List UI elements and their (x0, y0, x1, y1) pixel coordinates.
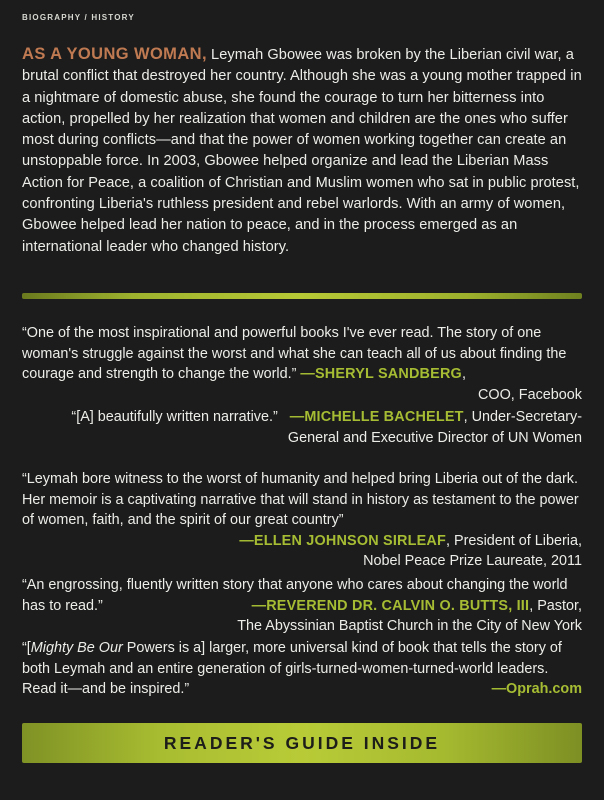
blurb-role-line2: General and Executive Director of UN Women (287, 429, 582, 446)
blurb-role-line2: Nobel Peace Prize Laureate, 2011 (363, 553, 582, 569)
blurb-author: —SHERYL SANDBERG (300, 366, 462, 382)
blurb-text: “An engrossing, fluently written story that anyone who cares about changing the world has to read.” (22, 577, 568, 614)
divider-bar (22, 293, 582, 299)
blurb-role-line2: The Abyssinian Baptist Church in the City of New York (237, 618, 582, 634)
blurb-sirleaf (22, 469, 582, 572)
blurb-role-line1: , Pastor, (529, 597, 582, 614)
readers-guide-banner (22, 723, 582, 763)
blurb-sandberg: “One of the most inspirational and powerful books I've ever read. The story of one woman's struggle against the worst and what she can teach all of us about finding the courage and strength to change the world.” —SHERYL SANDBERG, COO, Facebook (22, 323, 582, 405)
blurb-open: “[ (22, 640, 31, 656)
blurb-author: —ELLEN JOHNSON SIRLEAF (239, 532, 446, 549)
blurb-role: COO, Facebook (478, 386, 582, 403)
blurb-role-line1: , President of Liberia, (446, 532, 582, 549)
blurb-author: —MICHELLE BACHELET (289, 409, 464, 425)
blurb-author: —REVEREND DR. CALVIN O. BUTTS, III (251, 597, 530, 614)
blurb-bachelet (22, 407, 582, 448)
blurb-role-line1: , Under-Secretary- (463, 409, 582, 425)
blurb-oprah (22, 638, 582, 700)
banner-label: READER'S GUIDE INSIDE (163, 732, 441, 753)
description-body: Leymah Gbowee was broken by the Liberian civil war, a brutal conflict that destroyed her country. Although she was a young mother trapped in a nightmare of domestic abuse, she found the courage to turn her bitterness into action, propelled by her realization that women and children are the ones who suffer most during conflicts—and that the power of women working together can create an unstoppable force. In 2003, Gbowee helped organize and lead the Liberian Mass Action for Peace, a coalition of Christian and Muslim women who sat in public protest, confronting Liberia's ruthless president and rebel warlords. With an army of women, Gbowee helped lead her nation to peace, and in the process emerged as an international leader who changed history. (22, 47, 582, 255)
book-title: Mighty Be Our (30, 640, 123, 656)
description-paragraph (22, 44, 590, 258)
blurb-text: “Leymah bore witness to the worst of humanity and helped bring Liberia out of the dark. Her memoir is a captivating narrative that will stand in history as testament to the power of women, faith, and the spirit of our great country” (22, 471, 579, 528)
category-label: BIOGRAPHY / HISTORY (22, 13, 135, 22)
blurb-text: “One of the most inspirational and powerful books I've ever read. The story of one woman's struggle against the worst and what she can teach all of us about finding the courage and strength to change the world.” (22, 325, 567, 382)
lead-phrase: AS A YOUNG WOMAN, (22, 45, 207, 63)
blurb-source: —Oprah.com (491, 681, 582, 697)
blurb-butts (22, 575, 582, 637)
blurb-text: Powers is a] larger, more universal kind of book that tells the story of both Leymah and an entire generation of girls-turned-women-turned-world leaders. Read it—and be inspired.” (22, 640, 562, 697)
blurb-text: “[A] beautifully written narrative.” (71, 409, 282, 425)
